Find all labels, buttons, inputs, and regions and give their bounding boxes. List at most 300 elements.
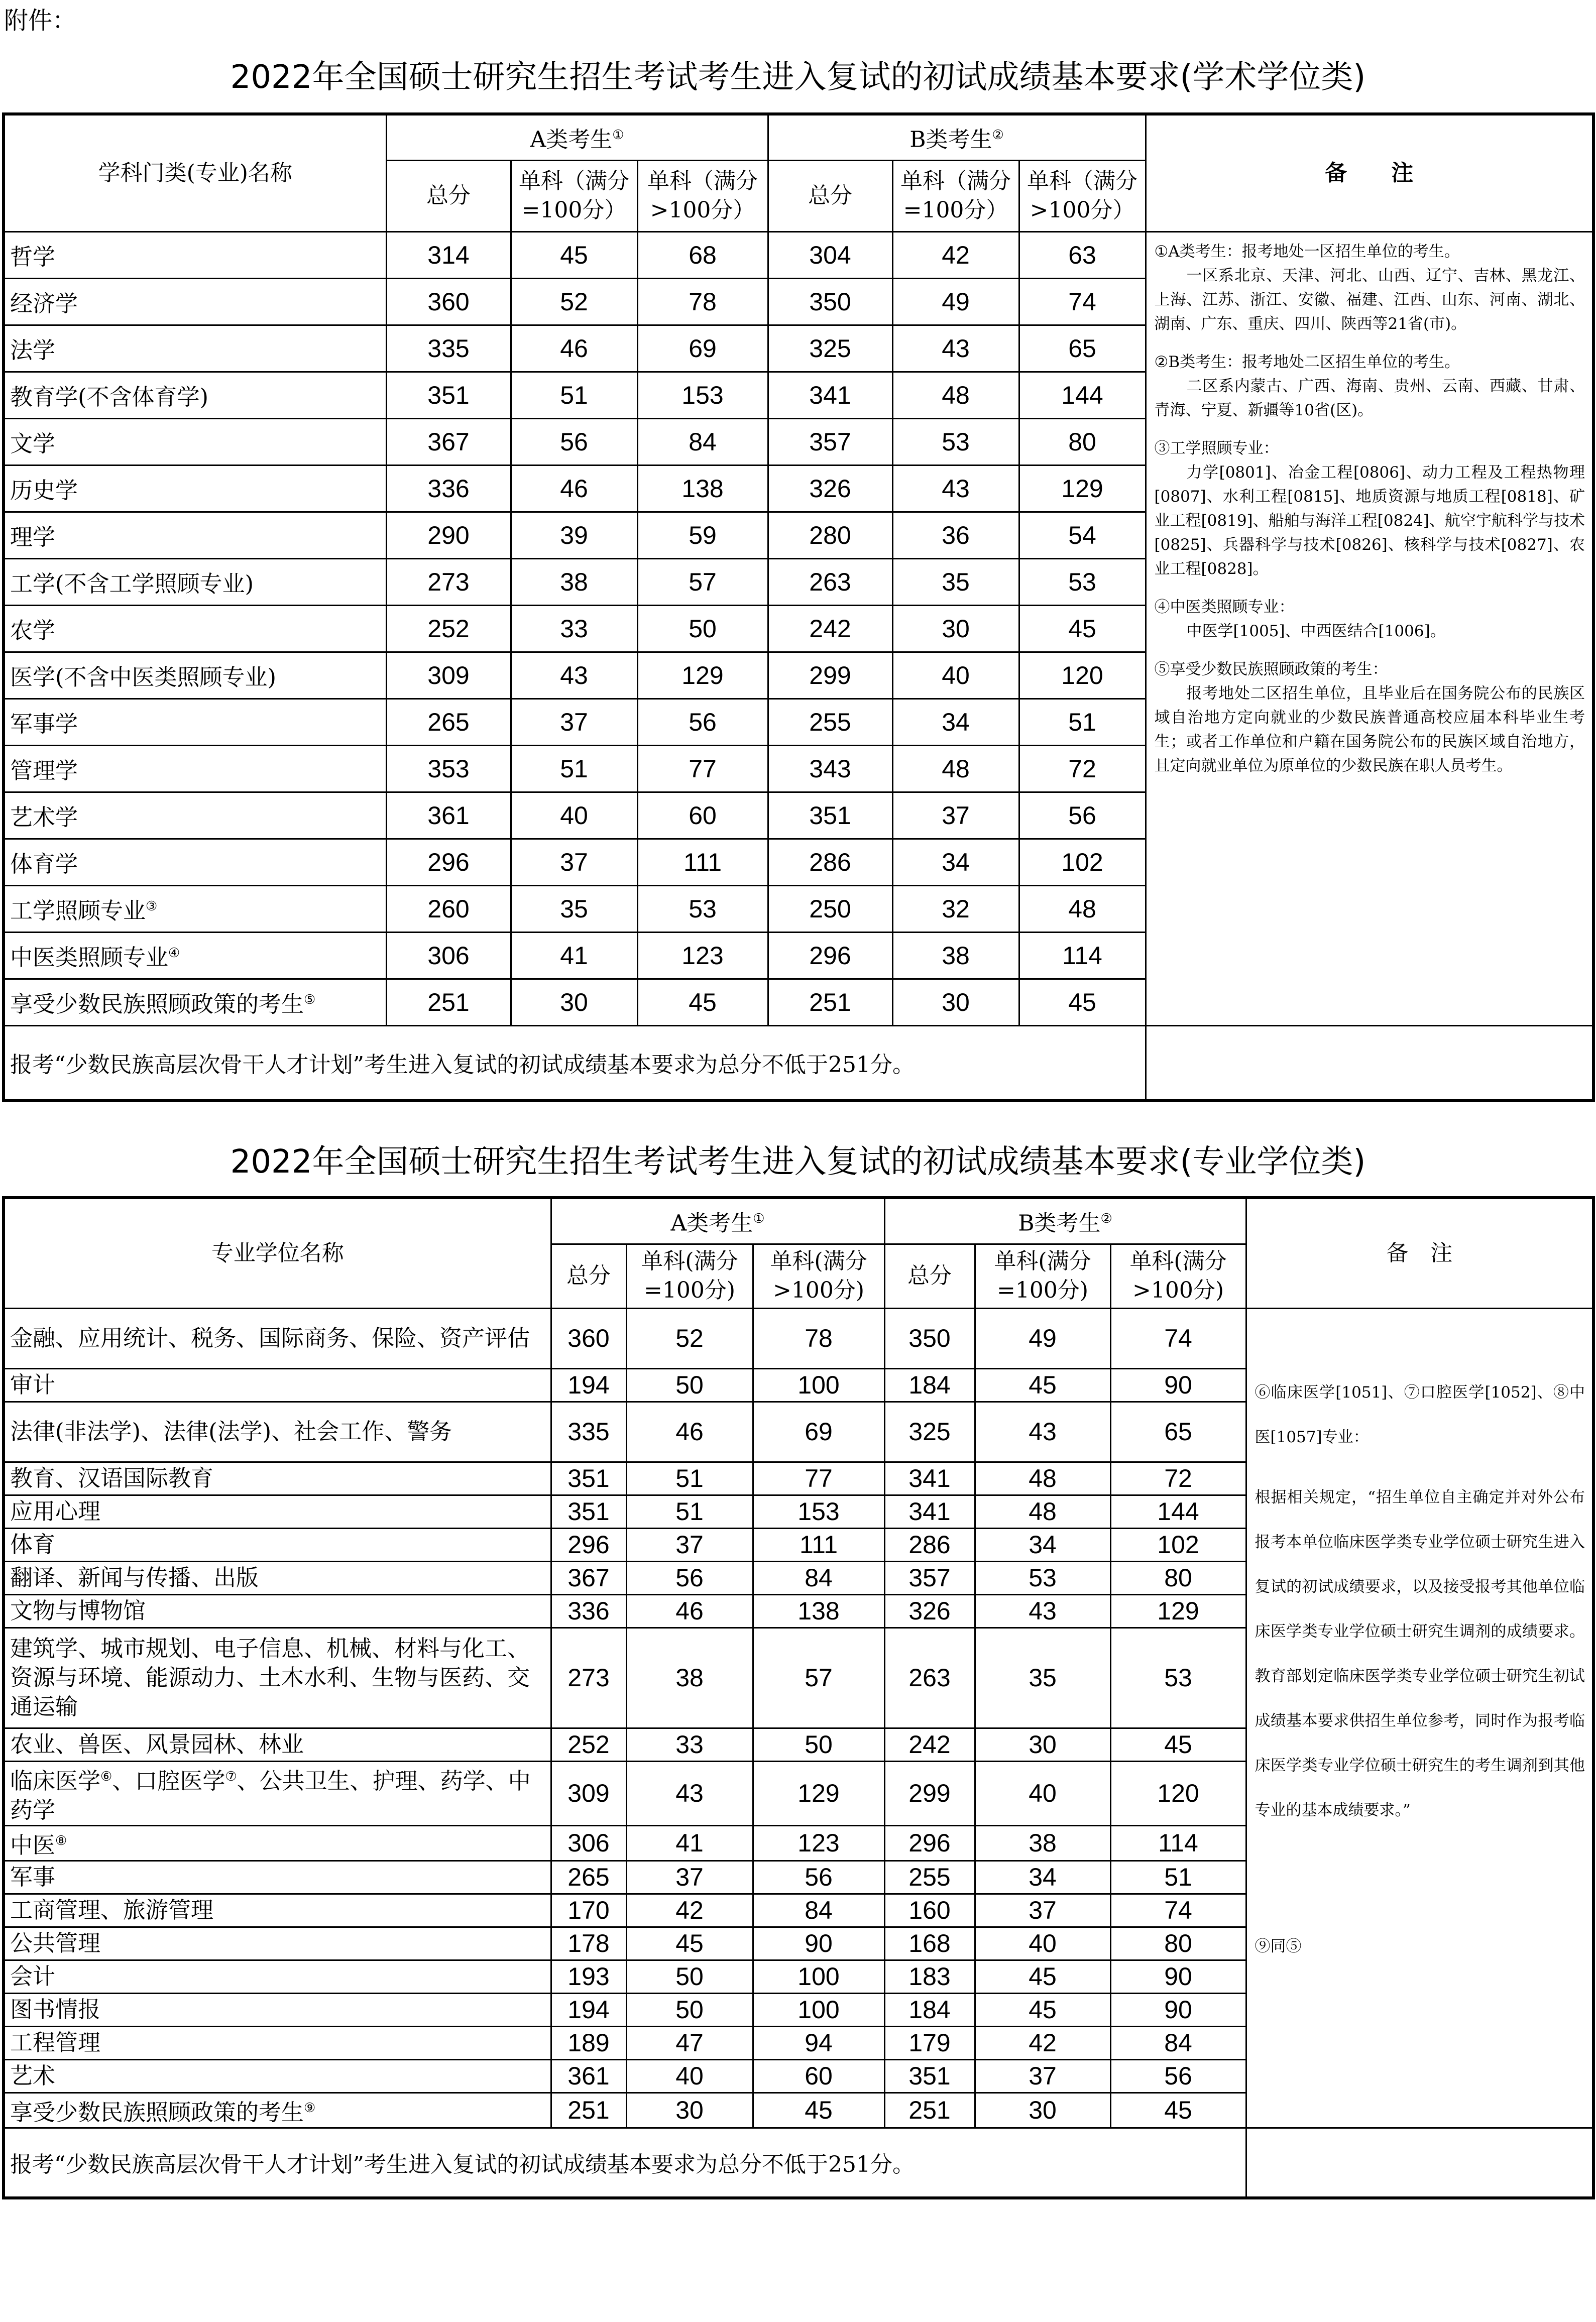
academic-row-name: 体育学 [4, 839, 386, 885]
professional-cell-a-s100: 46 [626, 1402, 753, 1462]
academic-cell-a-s100: 38 [511, 558, 637, 605]
academic-row-name: 教育学(不含体育学) [4, 372, 386, 418]
academic-row-name: 经济学 [4, 278, 386, 325]
academic-cell-b-sover: 80 [1019, 418, 1146, 465]
professional-cell-a-total: 193 [551, 1960, 626, 1993]
professional-row-name: 体育 [4, 1528, 551, 1561]
academic-cell-b-sover: 51 [1019, 699, 1146, 745]
academic-cell-a-total: 335 [386, 325, 511, 372]
academic-cell-a-s100: 51 [511, 745, 637, 792]
academic-cell-a-s100: 37 [511, 699, 637, 745]
professional-cell-b-s100: 49 [975, 1308, 1110, 1368]
academic-cell-b-sover: 48 [1019, 885, 1146, 932]
professional-cell-a-total: 273 [551, 1628, 626, 1728]
professional-cell-b-total: 341 [884, 1462, 975, 1495]
academic-col-name-header: 学科门类(专业)名称 [4, 114, 386, 231]
professional-cell-a-s100: 38 [626, 1628, 753, 1728]
professional-row-name: 临床医学⑥、口腔医学⑦、公共卫生、护理、药学、中药学 [4, 1761, 551, 1825]
professional-cell-b-sover: 90 [1110, 1960, 1246, 1993]
professional-cell-a-total: 361 [551, 2059, 626, 2093]
academic-cell-b-s100: 36 [892, 512, 1019, 558]
professional-row-name: 应用心理 [4, 1495, 551, 1528]
professional-remark-header: 备 注 [1246, 1198, 1593, 1308]
academic-cell-a-sover: 57 [637, 558, 768, 605]
academic-cell-b-s100: 34 [892, 839, 1019, 885]
professional-cell-a-total: 351 [551, 1462, 626, 1495]
academic-cell-b-sover: 72 [1019, 745, 1146, 792]
professional-cell-b-s100: 45 [975, 1368, 1110, 1402]
academic-cell-b-s100: 35 [892, 558, 1019, 605]
professional-cell-b-total: 183 [884, 1960, 975, 1993]
academic-a-single100-header: 单科（满分=100分） [511, 160, 637, 231]
professional-cell-b-s100: 30 [975, 2093, 1110, 2128]
academic-cell-a-s100: 43 [511, 652, 637, 699]
academic-row-name: 管理学 [4, 745, 386, 792]
professional-cell-b-sover: 72 [1110, 1462, 1246, 1495]
professional-row-name: 工程管理 [4, 2026, 551, 2059]
professional-row-name: 金融、应用统计、税务、国际商务、保险、资产评估 [4, 1308, 551, 1368]
professional-cell-a-sover: 100 [753, 1993, 884, 2026]
remark-5-body: 报考地处二区招生单位，且毕业后在国务院公布的民族区域自治地方定向就业的少数民族普通高校应届本科毕业生考生；或者工作单位和户籍在国务院公布的民族区域自治地方，且定向就业单位为原单位的少数民族在职人员考生。 [1154, 684, 1585, 775]
professional-cell-b-s100: 30 [975, 1728, 1110, 1761]
academic-cell-a-sover: 53 [637, 885, 768, 932]
professional-row-name: 享受少数民族照顾政策的考生⑨ [4, 2093, 551, 2128]
professional-cell-a-sover: 84 [753, 1561, 884, 1594]
professional-cell-b-sover: 80 [1110, 1927, 1246, 1960]
professional-cell-b-sover: 80 [1110, 1561, 1246, 1594]
academic-row-name: 农学 [4, 605, 386, 652]
professional-cell-a-s100: 42 [626, 1894, 753, 1927]
professional-row-name: 艺术 [4, 2059, 551, 2093]
remark-1-head: ①A类考生：报考地处一区招生单位的考生。 [1154, 242, 1460, 261]
remark-5-head: ⑤享受少数民族照顾政策的考生： [1154, 660, 1388, 678]
academic-cell-b-total: 341 [768, 372, 892, 418]
academic-row-name: 军事学 [4, 699, 386, 745]
academic-cell-b-sover: 120 [1019, 652, 1146, 699]
academic-footnote: 报考“少数民族高层次骨干人才计划”考生进入复试的初试成绩基本要求为总分不低于251分。 [4, 1025, 1146, 1101]
professional-cell-a-sover: 57 [753, 1628, 884, 1728]
professional-a-singleover-header: 单科(满分>100分) [753, 1244, 884, 1308]
professional-cell-a-total: 252 [551, 1728, 626, 1761]
academic-row-name: 法学 [4, 325, 386, 372]
professional-cell-a-s100: 43 [626, 1761, 753, 1825]
academic-cell-a-total: 251 [386, 979, 511, 1025]
professional-table [2, 1196, 1595, 2199]
academic-cell-b-sover: 53 [1019, 558, 1146, 605]
professional-cell-a-s100: 30 [626, 2093, 753, 2128]
professional-cell-b-total: 168 [884, 1927, 975, 1960]
professional-row-name: 教育、汉语国际教育 [4, 1462, 551, 1495]
professional-cell-b-sover: 114 [1110, 1825, 1246, 1861]
remark-2-body: 二区系内蒙古、广西、海南、贵州、云南、西藏、甘肃、青海、宁夏、新疆等10省(区)。 [1154, 377, 1585, 419]
professional-cell-b-s100: 38 [975, 1825, 1110, 1861]
academic-cell-a-s100: 45 [511, 231, 637, 278]
academic-cell-a-total: 361 [386, 792, 511, 839]
academic-title: 2022年全国硕士研究生招生考试考生进入复试的初试成绩基本要求(学术学位类) [230, 59, 1366, 96]
professional-cell-b-sover: 74 [1110, 1894, 1246, 1927]
academic-b-single100-header: 单科（满分=100分） [892, 160, 1019, 231]
remark-4-body: 中医学[1005]、中西医结合[1006]。 [1186, 622, 1446, 640]
academic-cell-a-sover: 138 [637, 465, 768, 512]
academic-b-total-header: 总分 [768, 160, 892, 231]
academic-cell-a-total: 351 [386, 372, 511, 418]
academic-cell-a-sover: 77 [637, 745, 768, 792]
professional-cell-a-sover: 138 [753, 1594, 884, 1628]
professional-cell-b-sover: 45 [1110, 1728, 1246, 1761]
professional-a-total-header: 总分 [551, 1244, 626, 1308]
professional-row-name: 翻译、新闻与传播、出版 [4, 1561, 551, 1594]
professional-cell-b-sover: 65 [1110, 1402, 1246, 1462]
academic-cell-a-sover: 78 [637, 278, 768, 325]
professional-cell-a-s100: 37 [626, 1528, 753, 1561]
academic-cell-a-s100: 41 [511, 932, 637, 979]
academic-row [4, 231, 1593, 278]
professional-cell-a-sover: 94 [753, 2026, 884, 2059]
academic-cell-a-s100: 46 [511, 325, 637, 372]
professional-cell-b-total: 341 [884, 1495, 975, 1528]
professional-cell-a-total: 296 [551, 1528, 626, 1561]
academic-remarks [1155, 240, 1585, 778]
professional-cell-a-total: 265 [551, 1861, 626, 1894]
professional-footnote: 报考“少数民族高层次骨干人才计划”考生进入复试的初试成绩基本要求为总分不低于251分。 [4, 2128, 1246, 2198]
professional-cell-a-s100: 47 [626, 2026, 753, 2059]
academic-cell-b-s100: 38 [892, 932, 1019, 979]
professional-remark-cell [1246, 1308, 1593, 2128]
academic-cell-b-sover: 74 [1019, 278, 1146, 325]
academic-cell-b-sover: 56 [1019, 792, 1146, 839]
academic-cell-a-s100: 30 [511, 979, 637, 1025]
academic-cell-b-s100: 48 [892, 372, 1019, 418]
professional-cell-a-sover: 60 [753, 2059, 884, 2093]
professional-cell-a-sover: 56 [753, 1861, 884, 1894]
academic-cell-a-total: 353 [386, 745, 511, 792]
professional-title: 2022年全国硕士研究生招生考试考生进入复试的初试成绩基本要求(专业学位类) [230, 1143, 1366, 1181]
professional-cell-a-sover: 78 [753, 1308, 884, 1368]
academic-cell-b-s100: 30 [892, 605, 1019, 652]
professional-a-single100-header: 单科(满分=100分) [626, 1244, 753, 1308]
academic-cell-b-s100: 42 [892, 231, 1019, 278]
academic-cell-b-s100: 37 [892, 792, 1019, 839]
professional-cell-b-sover: 129 [1110, 1594, 1246, 1628]
remark-1-body: 一区系北京、天津、河北、山西、辽宁、吉林、黑龙江、上海、江苏、浙江、安徽、福建、江西、山东、河南、湖北、湖南、广东、重庆、四川、陕西等21省(市)。 [1154, 266, 1585, 333]
academic-cell-b-s100: 43 [892, 465, 1019, 512]
academic-cell-a-s100: 56 [511, 418, 637, 465]
academic-cell-b-s100: 30 [892, 979, 1019, 1025]
academic-cell-a-total: 273 [386, 558, 511, 605]
professional-col-name-header: 专业学位名称 [4, 1198, 551, 1308]
professional-cell-b-total: 255 [884, 1861, 975, 1894]
academic-cell-b-total: 286 [768, 839, 892, 885]
academic-cell-b-sover: 45 [1019, 605, 1146, 652]
professional-cell-b-sover: 51 [1110, 1861, 1246, 1894]
academic-cell-a-sover: 123 [637, 932, 768, 979]
academic-cell-b-s100: 43 [892, 325, 1019, 372]
professional-cell-b-total: 299 [884, 1761, 975, 1825]
academic-cell-a-s100: 33 [511, 605, 637, 652]
academic-a-total-header: 总分 [386, 160, 511, 231]
professional-cell-b-total: 326 [884, 1594, 975, 1628]
professional-row-name: 建筑学、城市规划、电子信息、机械、材料与化工、资源与环境、能源动力、土木水利、生物与医药、交通运输 [4, 1628, 551, 1728]
academic-row-name: 医学(不含中医类照顾专业) [4, 652, 386, 699]
professional-cell-b-total: 263 [884, 1628, 975, 1728]
professional-cell-a-total: 194 [551, 1993, 626, 2026]
attachment-label: 附件： [4, 7, 77, 35]
professional-cell-a-sover: 100 [753, 1368, 884, 1402]
remark-3-head: ③工学照顾专业： [1154, 439, 1279, 457]
professional-cell-b-s100: 37 [975, 2059, 1110, 2093]
professional-cell-b-s100: 42 [975, 2026, 1110, 2059]
professional-cell-b-s100: 37 [975, 1894, 1110, 1927]
professional-cell-b-total: 325 [884, 1402, 975, 1462]
professional-cell-b-total: 179 [884, 2026, 975, 2059]
professional-cell-a-sover: 84 [753, 1894, 884, 1927]
remark-9: ⑨同⑤ [1255, 1937, 1302, 1955]
professional-cell-b-total: 251 [884, 2093, 975, 2128]
professional-cell-b-total: 351 [884, 2059, 975, 2093]
professional-cell-b-s100: 45 [975, 1960, 1110, 1993]
professional-b-single100-header: 单科(满分=100分) [975, 1244, 1110, 1308]
academic-cell-b-total: 296 [768, 932, 892, 979]
academic-cell-b-s100: 53 [892, 418, 1019, 465]
professional-row-name: 工商管理、旅游管理 [4, 1894, 551, 1927]
academic-cell-b-total: 325 [768, 325, 892, 372]
academic-cell-a-sover: 111 [637, 839, 768, 885]
professional-cell-a-sover: 153 [753, 1495, 884, 1528]
academic-b-singleover-header: 单科（满分>100分） [1019, 160, 1146, 231]
academic-group-a-header: A类考生① [386, 114, 768, 160]
academic-cell-a-sover: 59 [637, 512, 768, 558]
academic-cell-b-sover: 102 [1019, 839, 1146, 885]
professional-remarks [1255, 1325, 1585, 1969]
professional-cell-a-sover: 69 [753, 1402, 884, 1462]
professional-cell-b-sover: 53 [1110, 1628, 1246, 1728]
academic-cell-b-s100: 40 [892, 652, 1019, 699]
professional-cell-b-s100: 45 [975, 1993, 1110, 2026]
professional-cell-b-total: 357 [884, 1561, 975, 1594]
professional-cell-a-s100: 41 [626, 1825, 753, 1861]
academic-cell-b-total: 263 [768, 558, 892, 605]
professional-cell-b-total: 286 [884, 1528, 975, 1561]
remark-6-body: 根据相关规定，“招生单位自主确定并对外公布报考本单位临床医学类专业学位硕士研究生进入复试的初试成绩要求，以及接受报考其他单位临床医学类专业学位硕士研究生调剂的成绩要求。教育部划定临床医学类专业学位硕士研究生初试成绩基本要求供招生单位参考，同时作为报考临床医学类专业学位硕士研究生的考生调剂到其他专业的基本成绩要求。” [1255, 1488, 1585, 1819]
professional-cell-b-sover: 45 [1110, 2093, 1246, 2128]
academic-cell-a-s100: 39 [511, 512, 637, 558]
academic-row-name: 理学 [4, 512, 386, 558]
remark-2-head: ②B类考生：报考地处二区招生单位的考生。 [1154, 353, 1460, 371]
professional-row-name: 农业、兽医、风景园林、林业 [4, 1728, 551, 1761]
professional-cell-b-sover: 84 [1110, 2026, 1246, 2059]
professional-cell-a-sover: 77 [753, 1462, 884, 1495]
professional-cell-b-total: 184 [884, 1993, 975, 2026]
professional-cell-a-total: 170 [551, 1894, 626, 1927]
academic-cell-a-sover: 45 [637, 979, 768, 1025]
professional-cell-a-s100: 50 [626, 1993, 753, 2026]
academic-table [2, 112, 1595, 1102]
professional-cell-a-s100: 51 [626, 1462, 753, 1495]
remark-4-head: ④中医类照顾专业： [1154, 598, 1295, 616]
academic-cell-b-total: 351 [768, 792, 892, 839]
professional-b-singleover-header: 单科(满分>100分) [1110, 1244, 1246, 1308]
academic-cell-b-sover: 54 [1019, 512, 1146, 558]
academic-cell-b-s100: 48 [892, 745, 1019, 792]
professional-cell-b-s100: 53 [975, 1561, 1110, 1594]
professional-cell-a-sover: 100 [753, 1960, 884, 1993]
academic-cell-b-total: 304 [768, 231, 892, 278]
professional-cell-b-s100: 40 [975, 1761, 1110, 1825]
professional-row-name: 法律(非法学)、法律(法学)、社会工作、警务 [4, 1402, 551, 1462]
professional-cell-a-total: 309 [551, 1761, 626, 1825]
professional-cell-b-s100: 43 [975, 1594, 1110, 1628]
academic-remark-cell [1146, 231, 1593, 1025]
professional-cell-a-s100: 52 [626, 1308, 753, 1368]
academic-group-b-header: B类考生② [768, 114, 1146, 160]
professional-cell-b-s100: 40 [975, 1927, 1110, 1960]
academic-cell-a-total: 314 [386, 231, 511, 278]
academic-row-name: 艺术学 [4, 792, 386, 839]
academic-cell-a-total: 306 [386, 932, 511, 979]
professional-cell-a-total: 351 [551, 1495, 626, 1528]
academic-cell-a-total: 265 [386, 699, 511, 745]
academic-cell-a-sover: 153 [637, 372, 768, 418]
professional-cell-a-total: 360 [551, 1308, 626, 1368]
professional-cell-b-sover: 74 [1110, 1308, 1246, 1368]
academic-cell-b-total: 255 [768, 699, 892, 745]
academic-cell-b-total: 299 [768, 652, 892, 699]
professional-cell-b-sover: 144 [1110, 1495, 1246, 1528]
academic-cell-b-sover: 63 [1019, 231, 1146, 278]
professional-row-name: 图书情报 [4, 1993, 551, 2026]
academic-cell-a-s100: 46 [511, 465, 637, 512]
academic-cell-a-total: 336 [386, 465, 511, 512]
academic-cell-b-total: 357 [768, 418, 892, 465]
professional-cell-a-s100: 33 [626, 1728, 753, 1761]
professional-cell-a-total: 335 [551, 1402, 626, 1462]
professional-row [4, 1308, 1593, 1368]
academic-cell-a-s100: 40 [511, 792, 637, 839]
professional-cell-a-total: 189 [551, 2026, 626, 2059]
professional-group-b-header: B类考生② [884, 1198, 1246, 1244]
academic-row-name: 哲学 [4, 231, 386, 278]
professional-row-name: 审计 [4, 1368, 551, 1402]
academic-cell-b-sover: 114 [1019, 932, 1146, 979]
professional-cell-a-s100: 50 [626, 1368, 753, 1402]
academic-row-name: 文学 [4, 418, 386, 465]
professional-cell-a-s100: 37 [626, 1861, 753, 1894]
professional-cell-a-sover: 45 [753, 2093, 884, 2128]
academic-cell-a-s100: 51 [511, 372, 637, 418]
academic-cell-b-total: 350 [768, 278, 892, 325]
academic-cell-b-s100: 32 [892, 885, 1019, 932]
professional-cell-a-total: 194 [551, 1368, 626, 1402]
professional-cell-a-s100: 45 [626, 1927, 753, 1960]
academic-cell-a-sover: 50 [637, 605, 768, 652]
professional-cell-b-s100: 34 [975, 1528, 1110, 1561]
academic-cell-a-sover: 129 [637, 652, 768, 699]
professional-row-name: 中医⑧ [4, 1825, 551, 1861]
professional-cell-b-s100: 34 [975, 1861, 1110, 1894]
professional-b-total-header: 总分 [884, 1244, 975, 1308]
professional-row-name: 会计 [4, 1960, 551, 1993]
professional-cell-a-sover: 129 [753, 1761, 884, 1825]
professional-cell-b-total: 350 [884, 1308, 975, 1368]
academic-cell-a-total: 360 [386, 278, 511, 325]
professional-cell-a-sover: 50 [753, 1728, 884, 1761]
academic-cell-a-s100: 35 [511, 885, 637, 932]
academic-remark-header: 备 注 [1146, 114, 1593, 231]
professional-cell-a-total: 367 [551, 1561, 626, 1594]
professional-cell-b-sover: 90 [1110, 1993, 1246, 2026]
academic-cell-a-sover: 69 [637, 325, 768, 372]
academic-cell-a-total: 367 [386, 418, 511, 465]
professional-row-name: 文物与博物馆 [4, 1594, 551, 1628]
professional-cell-b-sover: 56 [1110, 2059, 1246, 2093]
academic-a-singleover-header: 单科（满分>100分） [637, 160, 768, 231]
professional-cell-b-total: 242 [884, 1728, 975, 1761]
academic-cell-b-s100: 49 [892, 278, 1019, 325]
professional-cell-a-total: 336 [551, 1594, 626, 1628]
academic-cell-a-total: 296 [386, 839, 511, 885]
academic-cell-b-sover: 129 [1019, 465, 1146, 512]
professional-row-name: 公共管理 [4, 1927, 551, 1960]
academic-row-name: 享受少数民族照顾政策的考生⑤ [4, 979, 386, 1025]
professional-cell-a-s100: 51 [626, 1495, 753, 1528]
professional-cell-a-sover: 123 [753, 1825, 884, 1861]
academic-cell-b-total: 242 [768, 605, 892, 652]
professional-cell-b-total: 160 [884, 1894, 975, 1927]
academic-row-name: 工学照顾专业③ [4, 885, 386, 932]
academic-cell-a-s100: 52 [511, 278, 637, 325]
professional-cell-b-sover: 90 [1110, 1368, 1246, 1402]
academic-row-name: 中医类照顾专业④ [4, 932, 386, 979]
academic-cell-a-s100: 37 [511, 839, 637, 885]
professional-cell-b-total: 184 [884, 1368, 975, 1402]
academic-cell-b-sover: 144 [1019, 372, 1146, 418]
professional-group-a-header: A类考生① [551, 1198, 884, 1244]
professional-cell-b-sover: 120 [1110, 1761, 1246, 1825]
academic-cell-a-sover: 84 [637, 418, 768, 465]
professional-cell-b-s100: 48 [975, 1462, 1110, 1495]
professional-cell-a-s100: 46 [626, 1594, 753, 1628]
remark-3-body: 力学[0801]、冶金工程[0806]、动力工程及工程热物理[0807]、水利工程[0815]、地质资源与地质工程[0818]、矿业工程[0819]、船舶与海洋工程[0824]、航空宇航科学与技术[0825]、兵器科学与技术[0826]、核科学与技术[0827]、农业工程[0828]。 [1154, 463, 1585, 578]
academic-cell-a-total: 309 [386, 652, 511, 699]
professional-cell-a-total: 178 [551, 1927, 626, 1960]
remark-6-head: ⑥临床医学[1051]、⑦口腔医学[1052]、⑧中医[1057]专业： [1255, 1383, 1585, 1446]
professional-cell-a-sover: 111 [753, 1528, 884, 1561]
professional-cell-b-s100: 35 [975, 1628, 1110, 1728]
professional-row-name: 军事 [4, 1861, 551, 1894]
academic-cell-a-sover: 68 [637, 231, 768, 278]
professional-cell-b-sover: 102 [1110, 1528, 1246, 1561]
academic-cell-a-total: 260 [386, 885, 511, 932]
professional-cell-a-sover: 90 [753, 1927, 884, 1960]
academic-cell-a-total: 252 [386, 605, 511, 652]
academic-row-name: 工学(不含工学照顾专业) [4, 558, 386, 605]
academic-cell-b-total: 326 [768, 465, 892, 512]
academic-cell-b-sover: 45 [1019, 979, 1146, 1025]
professional-cell-b-s100: 43 [975, 1402, 1110, 1462]
academic-cell-b-total: 280 [768, 512, 892, 558]
academic-cell-a-sover: 60 [637, 792, 768, 839]
professional-cell-a-s100: 56 [626, 1561, 753, 1594]
professional-cell-a-total: 251 [551, 2093, 626, 2128]
academic-row-name: 历史学 [4, 465, 386, 512]
academic-cell-b-total: 250 [768, 885, 892, 932]
professional-cell-a-s100: 50 [626, 1960, 753, 1993]
professional-cell-b-total: 296 [884, 1825, 975, 1861]
professional-cell-a-total: 306 [551, 1825, 626, 1861]
academic-cell-a-total: 290 [386, 512, 511, 558]
academic-cell-b-total: 251 [768, 979, 892, 1025]
professional-cell-b-s100: 48 [975, 1495, 1110, 1528]
